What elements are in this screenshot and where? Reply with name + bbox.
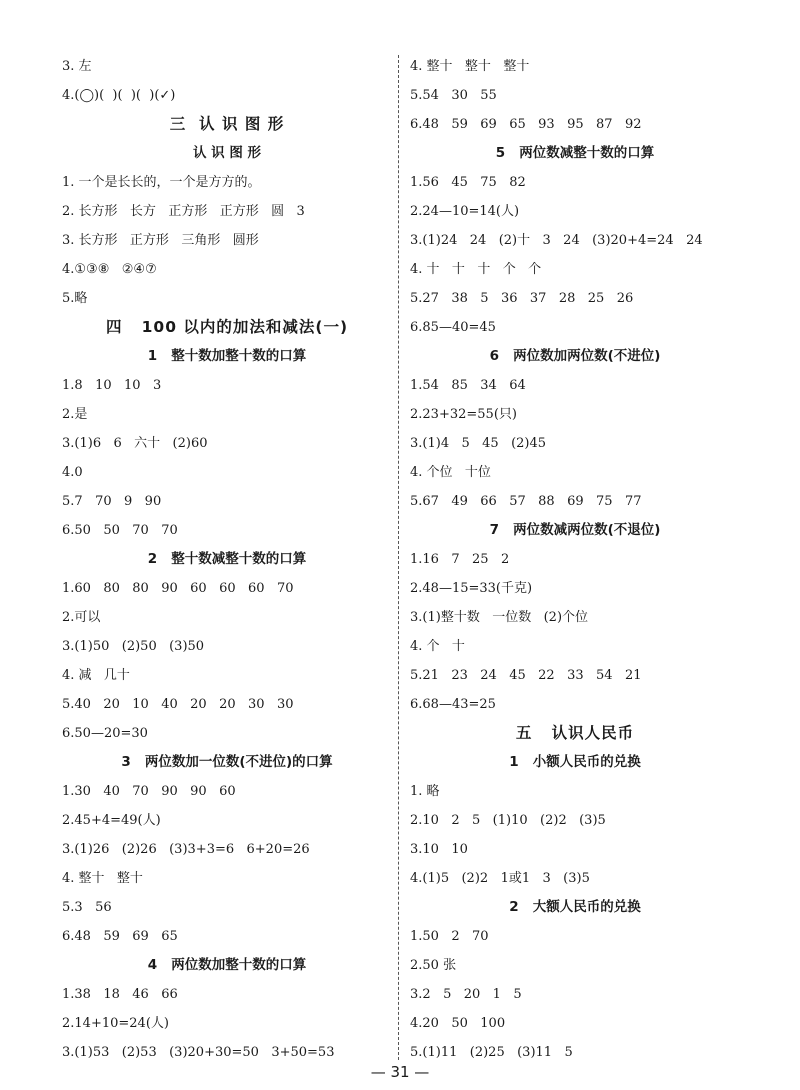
- answer-line: 4. 个 十: [410, 639, 465, 654]
- answer-line: 2.48—15=33(千克): [410, 581, 533, 596]
- answer-line: 4. 整十 整十 整十: [410, 59, 530, 74]
- left-column: [62, 52, 392, 1067]
- answer-line: 6.50—20=30: [62, 726, 148, 741]
- answer-line: 6.48 59 69 65 93 95 87 92: [410, 117, 642, 132]
- answer-line: 2.23+32=55(只): [410, 407, 517, 422]
- section-heading: 1 小额人民币的兑换: [509, 754, 641, 770]
- answer-line: 5.27 38 5 36 37 28 25 26: [410, 291, 634, 306]
- answer-line: 3.(1)53 (2)53 (3)20+30=50 3+50=53: [62, 1045, 335, 1060]
- section-heading: 3 两位数加一位数(不进位)的口算: [121, 754, 333, 770]
- answer-line: 2.10 2 5 (1)10 (2)2 (3)5: [410, 813, 606, 828]
- answer-line: 5.21 23 24 45 22 33 54 21: [410, 668, 642, 683]
- answer-line: 2.50 张: [410, 958, 457, 973]
- answer-line: 5.40 20 10 40 20 20 30 30: [62, 697, 294, 712]
- answer-line: 3.(1)4 5 45 (2)45: [410, 436, 547, 451]
- answer-line: 5.(1)11 (2)25 (3)11 5: [410, 1045, 573, 1060]
- answer-line: 4.0: [62, 465, 83, 480]
- answer-line: 1. 略: [410, 784, 440, 799]
- column-divider: [398, 55, 399, 1060]
- answer-line: 2.24—10=14(人): [410, 204, 520, 219]
- answer-line: 5.3 56: [62, 900, 112, 915]
- answer-line: 3.(1)整十数 一位数 (2)个位: [410, 610, 589, 625]
- answer-line: 5.7 70 9 90: [62, 494, 162, 509]
- answer-line: 1.50 2 70: [410, 929, 489, 944]
- page-number: — 31 —: [370, 1063, 430, 1081]
- answer-line: 1.38 18 46 66: [62, 987, 178, 1002]
- answer-line: 1. 一个是长长的，一个是方方的。: [62, 175, 261, 190]
- answer-line: 4.(◯)( )( )( )(✓): [62, 88, 176, 103]
- answer-line: 1.54 85 34 64: [410, 378, 526, 393]
- answer-line: 1.8 10 10 3: [62, 378, 162, 393]
- answer-line: 1.56 45 75 82: [410, 175, 526, 190]
- answer-line: 6.85—40=45: [410, 320, 496, 335]
- section-heading: 2 大额人民币的兑换: [509, 899, 641, 915]
- section-heading: 2 整十数减整十数的口算: [147, 551, 307, 567]
- section-heading: 4 两位数加整十数的口算: [147, 957, 307, 973]
- answer-line: 2.45+4=49(人): [62, 813, 161, 828]
- answer-line: 1.60 80 80 90 60 60 60 70: [62, 581, 294, 596]
- answer-line: 2.14+10=24(人): [62, 1016, 169, 1031]
- right-column: [410, 52, 740, 1067]
- chapter-heading: 三 认 识 图 形: [169, 115, 285, 133]
- answer-line: 3.(1)26 (2)26 (3)3+3=6 6+20=26: [62, 842, 310, 857]
- answer-line: 3. 长方形 正方形 三角形 圆形: [62, 233, 259, 248]
- answer-line: 5.54 30 55: [410, 88, 497, 103]
- answer-line: 3.(1)50 (2)50 (3)50: [62, 639, 205, 654]
- answer-line: 4. 个位 十位: [410, 465, 491, 480]
- answer-line: 2.是: [62, 407, 88, 422]
- answer-line: 5.略: [62, 291, 88, 306]
- answer-line: 6.50 50 70 70: [62, 523, 178, 538]
- answer-line: 4. 减 几十: [62, 668, 130, 683]
- section-heading: 认 识 图 形: [192, 145, 262, 161]
- section-heading: 5 两位数减整十数的口算: [495, 145, 655, 161]
- section-heading: 7 两位数减两位数(不退位): [489, 522, 661, 538]
- answer-line: 4. 整十 整十: [62, 871, 143, 886]
- answer-line: 6.68—43=25: [410, 697, 496, 712]
- section-heading: 1 整十数加整十数的口算: [147, 348, 307, 364]
- answer-line: 4.(1)5 (2)2 1或1 3 (3)5: [410, 871, 590, 886]
- answer-line: 2. 长方形 长方 正方形 正方形 圆 3: [62, 204, 305, 219]
- answer-line: 5.67 49 66 57 88 69 75 77: [410, 494, 642, 509]
- answer-line: 3.2 5 20 1 5: [410, 987, 522, 1002]
- answer-line: 3.(1)6 6 六十 (2)60: [62, 436, 208, 451]
- answer-line: 4.20 50 100: [410, 1016, 506, 1031]
- answer-line: 4.①③⑧ ②④⑦: [62, 262, 157, 277]
- answer-line: 1.16 7 25 2: [410, 552, 510, 567]
- answer-line: 4. 十 十 十 个 个: [410, 262, 542, 277]
- answer-line: 3.10 10: [410, 842, 468, 857]
- chapter-heading: 四 100 以内的加法和减法(一): [105, 318, 349, 336]
- answer-line: 1.30 40 70 90 90 60: [62, 784, 236, 799]
- answer-line: 3. 左: [62, 59, 92, 74]
- section-heading: 6 两位数加两位数(不进位): [489, 348, 661, 364]
- chapter-heading: 五 认识人民币: [515, 724, 635, 742]
- answer-line: 6.48 59 69 65: [62, 929, 178, 944]
- answer-line: 3.(1)24 24 (2)十 3 24 (3)20+4=24 24: [410, 233, 703, 248]
- answer-line: 2.可以: [62, 610, 101, 625]
